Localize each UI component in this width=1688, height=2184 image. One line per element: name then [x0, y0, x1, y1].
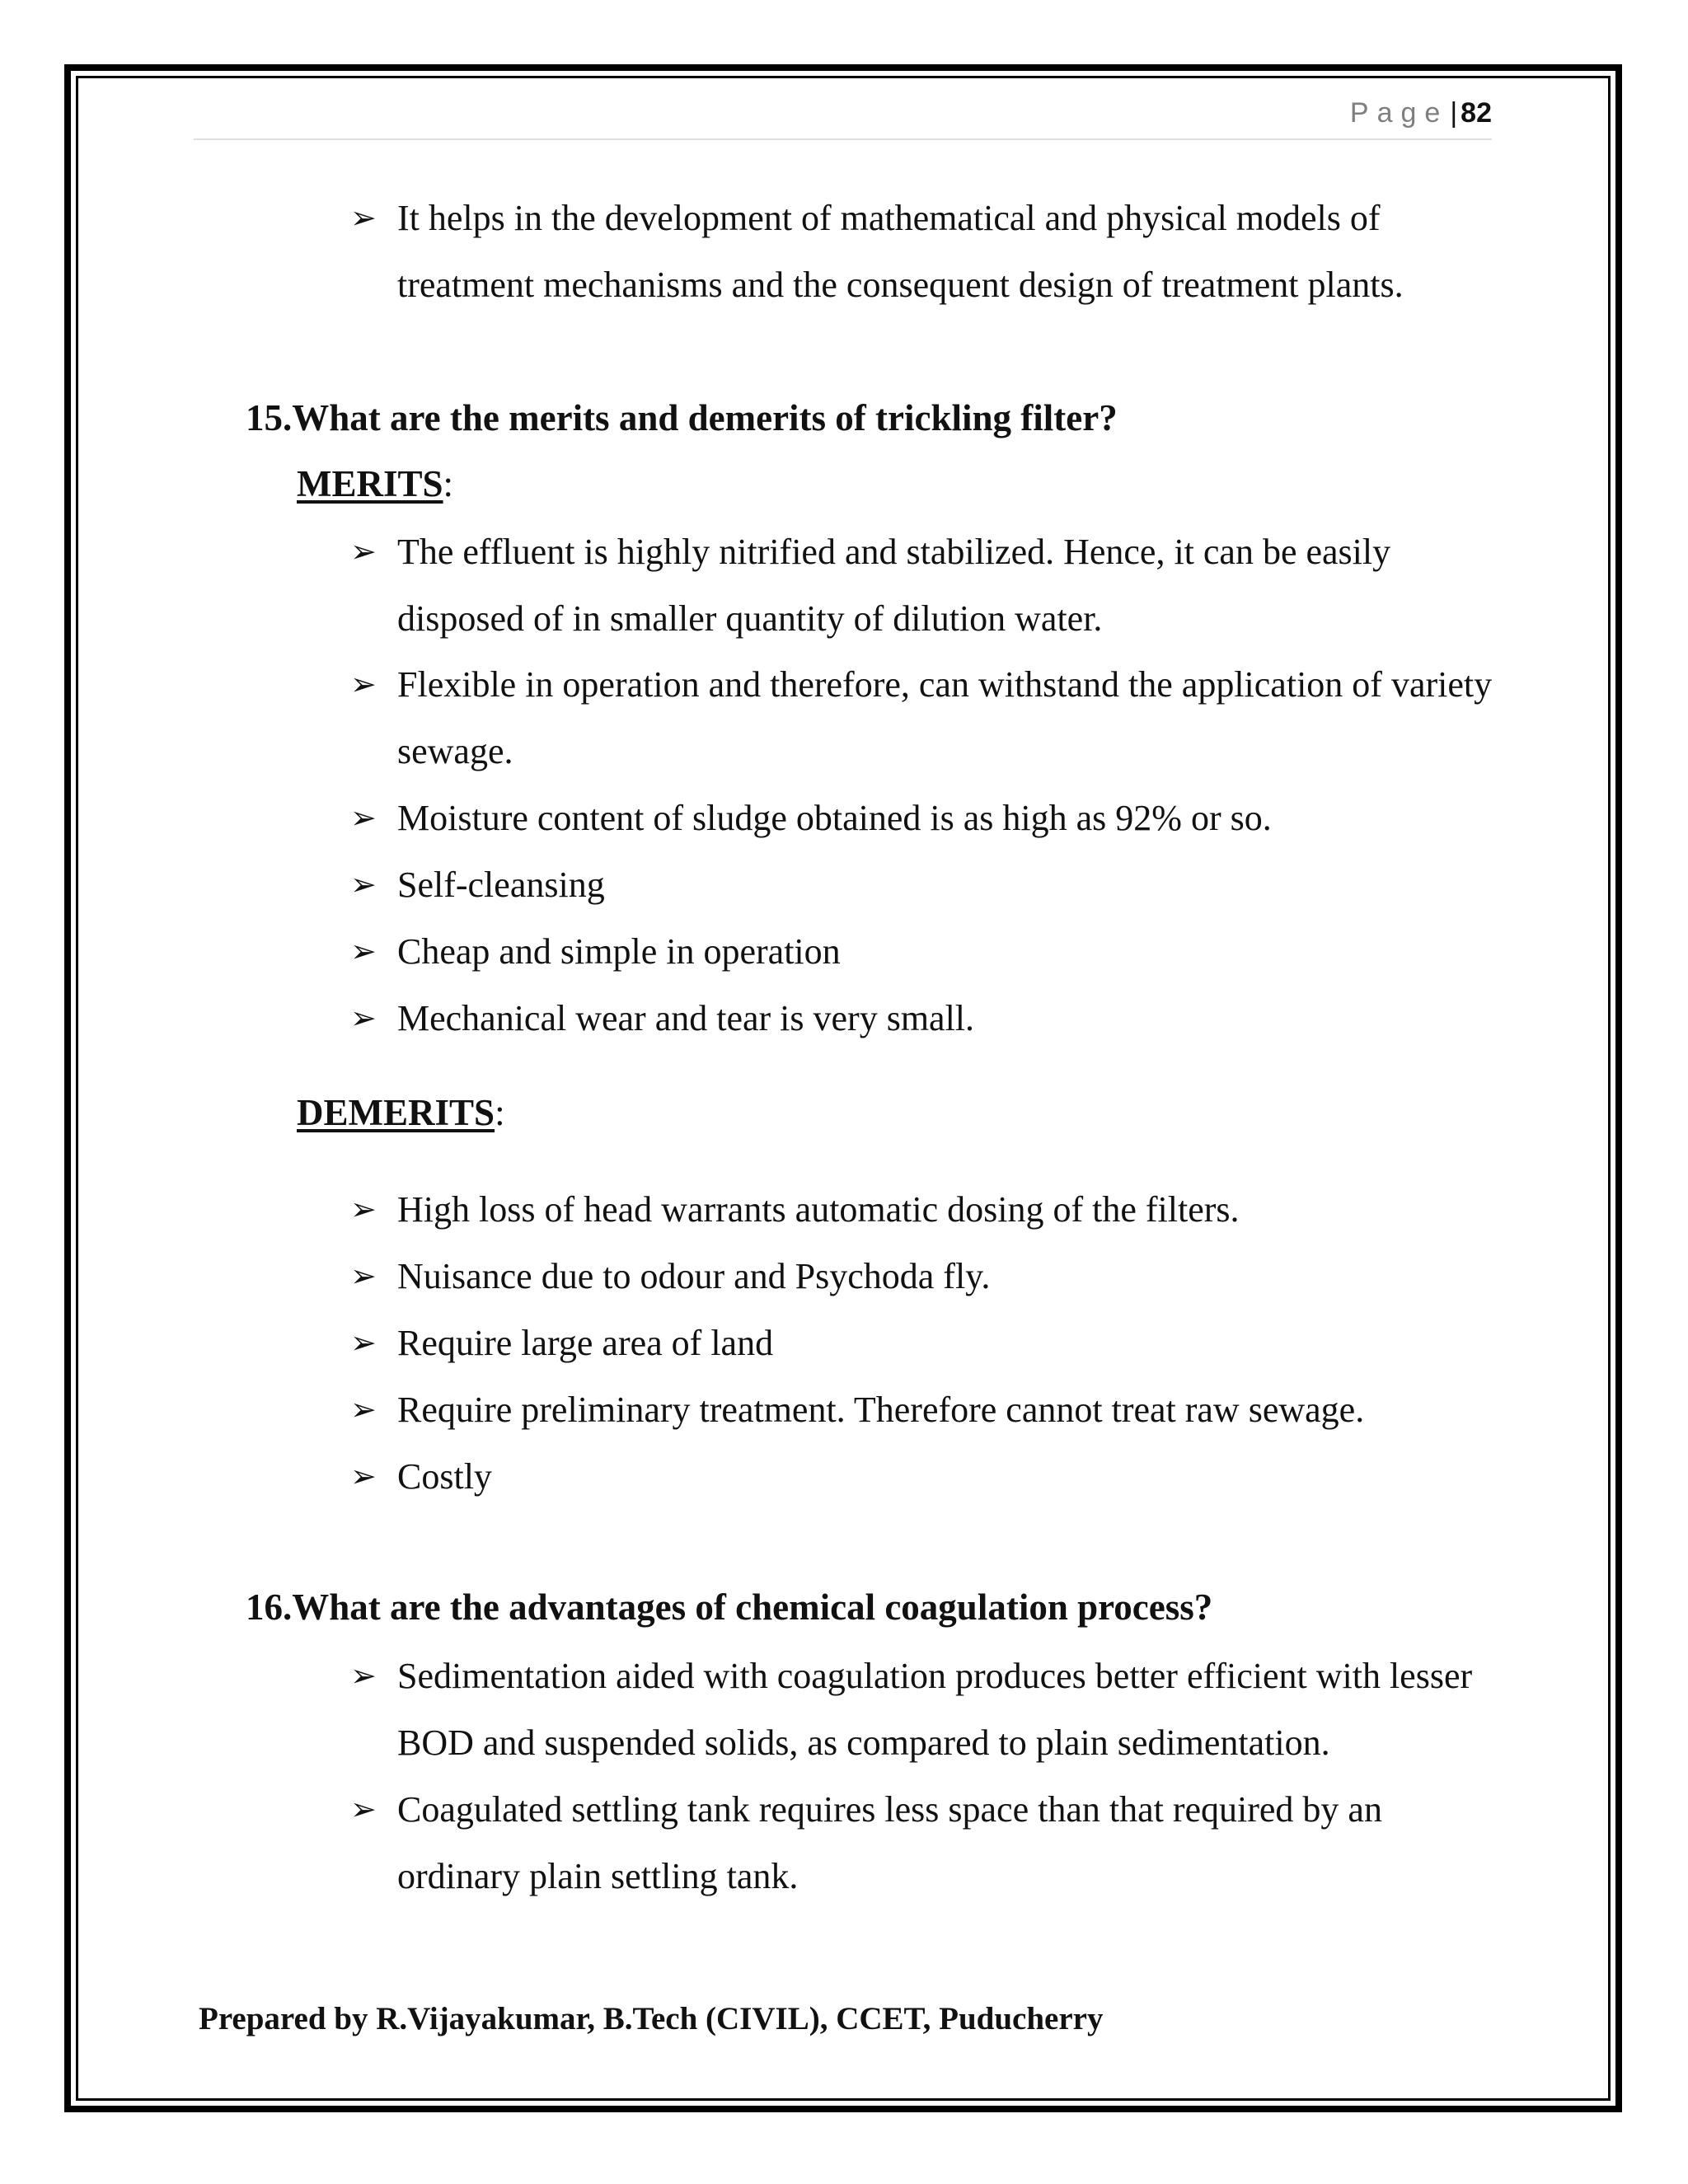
- list-item: [350, 851, 1504, 918]
- list-item: [350, 518, 1504, 652]
- list-item-text: The effluent is highly nitrified and stabilized. Hence, it can be easily disposed of in smaller quantity of dilution water.: [397, 532, 1391, 639]
- question-15-title: 15.What are the merits and demerits of trickling filter?: [246, 397, 1118, 438]
- list-item-text: Mechanical wear and tear is very small.: [397, 998, 975, 1038]
- page-separator: |: [1450, 97, 1458, 129]
- list-item: [350, 185, 1504, 318]
- list-item-text: Coagulated settling tank requires less space than that required by an ordinary plain settling tank.: [397, 1789, 1382, 1896]
- list-item: [350, 1643, 1504, 1776]
- list-item: [350, 651, 1504, 785]
- merits-label: MERITS: [297, 463, 443, 504]
- arrow-bullet-icon: ➢: [350, 1258, 377, 1294]
- demerits-heading: DEMERITS:: [297, 1092, 505, 1133]
- list-item-text: Require preliminary treatment. Therefore cannot treat raw sewage.: [397, 1390, 1365, 1430]
- list-item: [350, 1310, 1504, 1376]
- list-item-text: Sedimentation aided with coagulation produces better efficient with lesser BOD and suspended solids, as compared to plain sedimentation.: [397, 1656, 1473, 1763]
- list-item-text: Require large area of land: [397, 1323, 774, 1363]
- arrow-bullet-icon: ➢: [350, 933, 377, 969]
- arrow-bullet-icon: ➢: [350, 1191, 377, 1227]
- list-item: [350, 918, 1504, 985]
- arrow-bullet-icon: ➢: [350, 1458, 377, 1494]
- list-item-text: Cheap and simple in operation: [397, 931, 841, 972]
- list-item: [350, 1776, 1504, 1910]
- page-number: 82: [1461, 97, 1492, 129]
- list-item-text: Moisture content of sludge obtained is as high as 92% or so.: [397, 798, 1272, 838]
- arrow-bullet-icon: ➢: [350, 799, 377, 836]
- demerits-label: DEMERITS: [297, 1092, 495, 1133]
- merits-heading: MERITS:: [297, 463, 454, 504]
- arrow-bullet-icon: ➢: [350, 1391, 377, 1427]
- question-16-title: 16.What are the advantages of chemical coagulation process?: [246, 1586, 1213, 1628]
- arrow-bullet-icon: ➢: [350, 533, 377, 569]
- arrow-bullet-icon: ➢: [350, 199, 377, 236]
- list-item-text: Flexible in operation and therefore, can withstand the application of variety sewage.: [397, 664, 1493, 771]
- arrow-bullet-icon: ➢: [350, 866, 377, 902]
- list-item-text: High loss of head warrants automatic dosing of the filters.: [397, 1189, 1240, 1230]
- list-item: [350, 785, 1504, 851]
- arrow-bullet-icon: ➢: [350, 1000, 377, 1036]
- arrow-bullet-icon: ➢: [350, 1324, 377, 1361]
- list-item-text: Nuisance due to odour and Psychoda fly.: [397, 1256, 991, 1296]
- page-header: [194, 97, 1492, 140]
- list-item: [350, 1443, 1504, 1510]
- page-footer: Prepared by R.Vijayakumar, B.Tech (CIVIL), CCET, Puducherry: [199, 2001, 1104, 2036]
- list-item: [350, 1376, 1504, 1443]
- list-item-text: It helps in the development of mathematical and physical models of treatment mechanisms and the consequent design of treatment plants.: [397, 198, 1404, 305]
- arrow-bullet-icon: ➢: [350, 666, 377, 702]
- arrow-bullet-icon: ➢: [350, 1791, 377, 1827]
- list-item: [350, 1243, 1504, 1310]
- list-item-text: Costly: [397, 1456, 492, 1497]
- arrow-bullet-icon: ➢: [350, 1657, 377, 1694]
- list-item-text: Self-cleansing: [397, 865, 605, 905]
- list-item: [350, 1176, 1504, 1243]
- page-label: Page: [1349, 97, 1449, 129]
- list-item: [350, 985, 1504, 1052]
